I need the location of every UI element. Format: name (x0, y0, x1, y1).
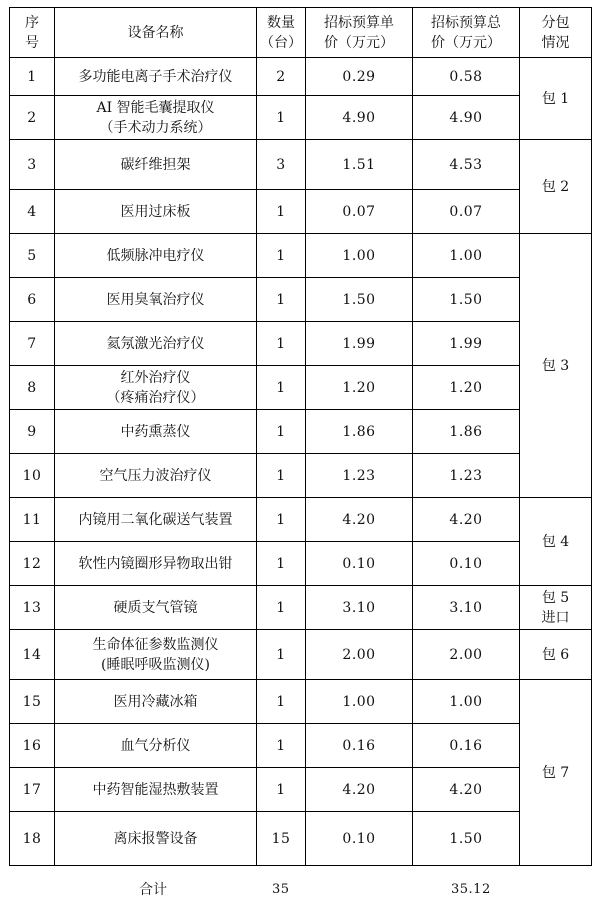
row-qty: 1 (257, 322, 306, 366)
header-qty: 数量 （台） (257, 8, 306, 58)
row-device-name (55, 812, 257, 866)
device-name-line: 离床报警设备 (113, 830, 198, 847)
package-cell (520, 680, 592, 866)
row-index: 16 (10, 724, 55, 768)
header-name: 设备名称 (55, 8, 257, 58)
row-index: 2 (10, 96, 55, 140)
row-device-name (55, 410, 257, 454)
row-unit-price: 3.10 (306, 586, 413, 630)
row-index: 7 (10, 322, 55, 366)
row-qty: 1 (257, 498, 306, 542)
row-qty: 1 (257, 680, 306, 724)
package-label-line: 包 3 (541, 357, 570, 374)
row-device-name (55, 58, 257, 96)
row-total-price: 4.20 (413, 498, 520, 542)
row-index: 10 (10, 454, 55, 498)
table-row (10, 768, 592, 812)
device-name-line: 内镜用二氧化碳送气装置 (78, 511, 233, 528)
row-index: 8 (10, 366, 55, 410)
row-qty: 1 (257, 190, 306, 234)
table-row (10, 190, 592, 234)
row-device-name (55, 542, 257, 586)
row-device-name (55, 322, 257, 366)
device-name-line: 低频脉冲电疗仪 (106, 247, 205, 264)
row-index: 13 (10, 586, 55, 630)
package-cell (520, 498, 592, 586)
row-unit-price: 4.20 (306, 498, 413, 542)
table-row (10, 724, 592, 768)
row-total-price: 1.50 (413, 278, 520, 322)
row-device-name (55, 140, 257, 190)
header-unit-price: 招标预算单 价（万元） (306, 8, 413, 58)
row-total-price: 0.58 (413, 58, 520, 96)
row-unit-price: 1.20 (306, 366, 413, 410)
device-name-line: 中药智能湿热敷装置 (92, 781, 219, 798)
row-device-name (55, 278, 257, 322)
row-unit-price: 1.00 (306, 234, 413, 278)
device-name-line: 医用冷藏冰箱 (113, 693, 198, 710)
row-unit-price: 4.90 (306, 96, 413, 140)
row-qty: 1 (257, 586, 306, 630)
row-index: 5 (10, 234, 55, 278)
row-device-name (55, 768, 257, 812)
row-qty: 1 (257, 630, 306, 680)
package-cell (520, 58, 592, 140)
package-label-line: 包 7 (541, 764, 570, 781)
device-name-line: (睡眠呼吸监测仪) (101, 656, 210, 673)
device-name-line: 生命体征参数监测仪 (92, 636, 219, 653)
row-device-name (55, 498, 257, 542)
total-row (9, 879, 591, 901)
row-index: 18 (10, 812, 55, 866)
device-name-line: 医用过床板 (120, 203, 191, 220)
table-row (10, 812, 592, 866)
header-row (10, 8, 592, 58)
total-label: 合计 (139, 882, 167, 898)
row-total-price: 1.99 (413, 322, 520, 366)
package-label-line: 包 4 (541, 533, 570, 550)
row-total-price: 1.00 (413, 234, 520, 278)
row-qty: 3 (257, 140, 306, 190)
row-unit-price: 1.50 (306, 278, 413, 322)
table-row (10, 366, 592, 410)
row-total-price: 3.10 (413, 586, 520, 630)
header-package: 分包 情况 (520, 8, 592, 58)
package-cell (520, 140, 592, 234)
row-unit-price: 1.86 (306, 410, 413, 454)
row-qty: 15 (257, 812, 306, 866)
row-total-price: 1.20 (413, 366, 520, 410)
row-unit-price: 1.99 (306, 322, 413, 366)
row-device-name (55, 190, 257, 234)
device-name-line: 多功能电离子手术治疗仪 (78, 68, 233, 85)
row-qty: 1 (257, 768, 306, 812)
row-device-name (55, 724, 257, 768)
table-row (10, 630, 592, 680)
row-device-name (55, 96, 257, 140)
row-unit-price: 1.23 (306, 454, 413, 498)
row-unit-price: 1.51 (306, 140, 413, 190)
row-qty: 1 (257, 278, 306, 322)
table-row (10, 454, 592, 498)
table-row (10, 586, 592, 630)
row-total-price: 1.50 (413, 812, 520, 866)
package-label-line: 包 2 (541, 178, 570, 195)
package-label-line: 进口 (541, 609, 570, 626)
table-row (10, 234, 592, 278)
device-name-line: 血气分析仪 (120, 737, 191, 754)
device-name-line: 硬质支气管镜 (113, 599, 198, 616)
row-unit-price: 0.10 (306, 812, 413, 866)
row-unit-price: 4.20 (306, 768, 413, 812)
row-index: 3 (10, 140, 55, 190)
device-name-line: 医用臭氧治疗仪 (106, 291, 205, 308)
row-device-name (55, 454, 257, 498)
row-unit-price: 2.00 (306, 630, 413, 680)
row-qty: 1 (257, 724, 306, 768)
row-device-name (55, 366, 257, 410)
table-row (10, 140, 592, 190)
table-body (10, 58, 592, 866)
row-total-price: 1.86 (413, 410, 520, 454)
row-total-price: 4.53 (413, 140, 520, 190)
row-total-price: 0.07 (413, 190, 520, 234)
device-name-line: 中药熏蒸仪 (120, 423, 191, 440)
device-name-line: AI 智能毛囊提取仪 (96, 99, 215, 116)
device-name-line: （手术动力系统） (99, 119, 212, 136)
package-cell (520, 630, 592, 680)
row-index: 17 (10, 768, 55, 812)
row-unit-price: 0.10 (306, 542, 413, 586)
row-device-name (55, 680, 257, 724)
row-index: 14 (10, 630, 55, 680)
device-name-line: 红外治疗仪 (120, 369, 191, 386)
row-total-price: 4.90 (413, 96, 520, 140)
header-total-price: 招标预算总 价（万元） (413, 8, 520, 58)
equipment-budget-table (9, 7, 592, 866)
table-row (10, 542, 592, 586)
table-row (10, 680, 592, 724)
table-row (10, 498, 592, 542)
device-name-line: 空气压力波治疗仪 (99, 467, 212, 484)
row-unit-price: 0.16 (306, 724, 413, 768)
row-qty: 2 (257, 58, 306, 96)
row-qty: 1 (257, 234, 306, 278)
total-price: 35.12 (451, 882, 491, 897)
row-qty: 1 (257, 96, 306, 140)
row-index: 9 (10, 410, 55, 454)
package-label-line: 包 5 (541, 589, 570, 606)
row-total-price: 0.10 (413, 542, 520, 586)
row-total-price: 1.23 (413, 454, 520, 498)
row-unit-price: 0.29 (306, 58, 413, 96)
row-index: 11 (10, 498, 55, 542)
row-device-name (55, 586, 257, 630)
table-row (10, 58, 592, 96)
row-index: 6 (10, 278, 55, 322)
total-qty: 35 (272, 882, 290, 897)
header-index: 序 号 (10, 8, 55, 58)
row-unit-price: 1.00 (306, 680, 413, 724)
device-name-line: 碳纤维担架 (120, 156, 191, 173)
row-unit-price: 0.07 (306, 190, 413, 234)
row-device-name (55, 234, 257, 278)
row-device-name (55, 630, 257, 680)
package-label-line: 包 1 (541, 90, 570, 107)
row-total-price: 2.00 (413, 630, 520, 680)
package-label-line: 包 6 (541, 646, 570, 663)
row-index: 1 (10, 58, 55, 96)
row-total-price: 1.00 (413, 680, 520, 724)
device-name-line: 软性内镜圈形异物取出钳 (78, 555, 233, 572)
device-name-line: （疼痛治疗仪） (106, 389, 205, 406)
table-row (10, 96, 592, 140)
row-total-price: 0.16 (413, 724, 520, 768)
row-index: 4 (10, 190, 55, 234)
table-row (10, 410, 592, 454)
device-name-line: 氦氖激光治疗仪 (106, 335, 205, 352)
row-index: 12 (10, 542, 55, 586)
row-total-price: 4.20 (413, 768, 520, 812)
row-qty: 1 (257, 366, 306, 410)
table-row (10, 278, 592, 322)
row-qty: 1 (257, 410, 306, 454)
table-row (10, 322, 592, 366)
package-cell (520, 586, 592, 630)
row-qty: 1 (257, 542, 306, 586)
row-index: 15 (10, 680, 55, 724)
package-cell (520, 234, 592, 498)
row-qty: 1 (257, 454, 306, 498)
